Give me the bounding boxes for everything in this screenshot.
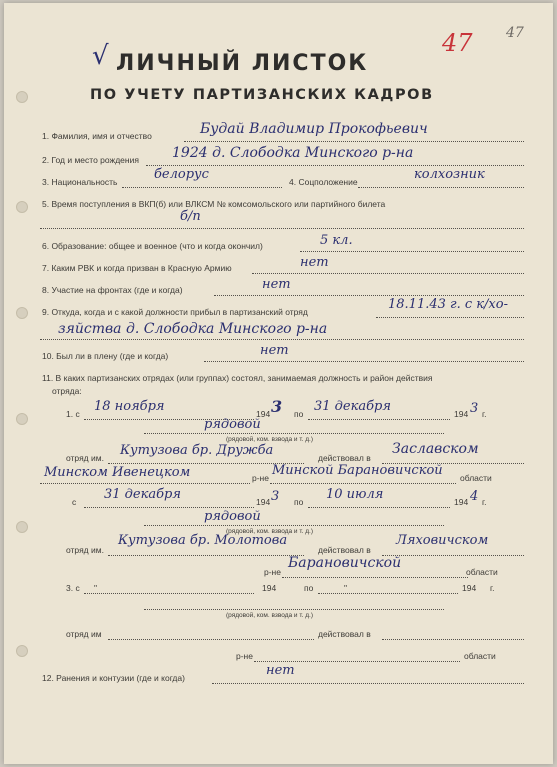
entry3-otryad-label: отряд им	[66, 629, 102, 639]
entry1-otryad: Кутузова бр. Дружба	[120, 443, 274, 458]
entry2-otryad: Кутузова бр. Молотова	[118, 533, 288, 548]
entry1-region: Минском Ивенецком	[44, 465, 191, 480]
field-label-party: 5. Время поступления в ВКП(б) или ВЛКСМ № комсомольского или партийного билета	[42, 199, 386, 209]
entry2-oblast: Барановичской	[288, 555, 402, 571]
page-number: 47	[506, 25, 524, 41]
field-value-education: 5 кл.	[320, 233, 353, 248]
entry1-year2: 194	[454, 409, 469, 419]
entry3-from-quote: "	[94, 583, 98, 593]
entry3-acted-label: действовал в	[318, 629, 371, 639]
entry2-year2-digit: 4	[470, 489, 479, 504]
entry2-position-note: (рядовой, ком. взвода и т. д.)	[226, 528, 313, 535]
field-value-front: нет	[262, 277, 291, 292]
field-label-units-2: отряда:	[52, 386, 82, 396]
field-value-army: нет	[300, 255, 329, 270]
field-value-party: б/п	[180, 209, 201, 224]
field-label-army: 7. Каким РВК и когда призван в Красную Армию	[42, 263, 232, 273]
entry2-year2: 194	[454, 497, 469, 507]
punch-hole	[16, 307, 28, 319]
field-value-arrival-1: 18.11.43 г. с к/хо-	[388, 297, 508, 312]
entry2-acted-label: действовал в	[318, 545, 371, 555]
document-sheet	[4, 3, 553, 764]
entry2-year1-digit: 3	[271, 489, 280, 504]
punch-hole	[16, 521, 28, 533]
entry1-to-label: по	[294, 409, 304, 419]
entry1-year1: 194	[256, 409, 271, 419]
field-value-birth: 1924 д. Слободка Минского р-на	[172, 145, 414, 161]
entry3-unit: г.	[490, 583, 495, 593]
entry2-position: рядовой	[204, 509, 261, 524]
field-label-wounds: 12. Ранения и контузии (где и когда)	[42, 673, 185, 683]
field-label-arrival: 9. Откуда, когда и с какой должности прибыл в партизанский отряд	[42, 307, 308, 317]
entry3-oblast-label: области	[464, 651, 496, 661]
field-value-social: колхозник	[414, 167, 485, 182]
field-value-arrival-2: зяйства д. Слободка Минского р-на	[58, 321, 328, 337]
entry1-from: 18 ноября	[94, 399, 165, 414]
entry1-oblast: Минской Барановичской	[272, 463, 443, 478]
entry2-oblast-label: области	[466, 567, 498, 577]
entry2-to: 10 июля	[326, 487, 384, 502]
entry1-position-note: (рядовой, ком. взвода и т. д.)	[226, 436, 313, 443]
entry3-position-note: (рядовой, ком. взвода и т. д.)	[226, 612, 313, 619]
field-label-nationality: 3. Национальность	[42, 177, 118, 187]
entry1-oblast-label: области	[460, 473, 492, 483]
page-subtitle: ПО УЧЕТУ ПАРТИЗАНСКИХ КАДРОВ	[90, 87, 434, 103]
punch-hole	[16, 645, 28, 657]
entry3-to-quote: "	[344, 583, 348, 593]
entry2-otryad-label: отряд им.	[66, 545, 104, 555]
red-page-mark: 47	[442, 29, 473, 57]
entry2-unit: г.	[482, 497, 487, 507]
entry2-from: 31 декабря	[104, 487, 181, 502]
entry1-unit: г.	[482, 409, 487, 419]
field-label-education: 6. Образование: общее и военное (что и когда окончил)	[42, 241, 263, 251]
entry1-acted-label: действовал в	[318, 453, 371, 463]
entry1-otryad-label: отряд им.	[66, 453, 104, 463]
punch-hole	[16, 201, 28, 213]
field-value-nationality: белорус	[154, 167, 209, 182]
field-label-name: 1. Фамилия, имя и отчество	[42, 131, 152, 141]
field-value-captivity: нет	[260, 343, 289, 358]
punch-hole	[16, 91, 28, 103]
entry3-year2: 194	[462, 583, 477, 593]
page-title: ЛИЧНЫЙ ЛИСТОК	[116, 51, 369, 76]
field-label-captivity: 10. Был ли в плену (где и когда)	[42, 351, 169, 361]
entry1-year1-digit: 3	[271, 397, 283, 416]
entry1-district: Заславском	[392, 441, 479, 457]
field-label-units: 11. В каких партизанских отрядах (или группах) состоял, занимаемая должность и район действия	[42, 373, 433, 383]
entry2-district: Ляховичском	[396, 533, 489, 548]
field-label-birth: 2. Год и место рождения	[42, 155, 139, 165]
entry1-year2-digit: 3	[470, 401, 479, 416]
entry3-to-label: по	[304, 583, 314, 593]
entry2-raion-label: р-не	[264, 567, 281, 577]
field-value-name: Будай Владимир Прокофьевич	[200, 121, 428, 137]
entry3-year1: 194	[262, 583, 277, 593]
entry1-from-label: 1. с	[66, 409, 80, 419]
entry2-year1: 194	[256, 497, 271, 507]
entry1-to: 31 декабря	[314, 399, 391, 414]
punch-hole	[16, 413, 28, 425]
handwritten-check-mark: √	[92, 41, 109, 71]
field-label-front: 8. Участие на фронтах (где и когда)	[42, 285, 183, 295]
entry1-position: рядовой	[204, 417, 261, 432]
field-value-wounds: нет	[266, 663, 295, 678]
entry3-from-label: 3. с	[66, 583, 80, 593]
entry3-raion-label: р-не	[236, 651, 253, 661]
entry1-raion-label: р-не	[252, 473, 269, 483]
entry2-to-label: по	[294, 497, 304, 507]
field-label-social: 4. Соцположение	[289, 177, 358, 187]
entry2-from-label: с	[72, 497, 77, 507]
